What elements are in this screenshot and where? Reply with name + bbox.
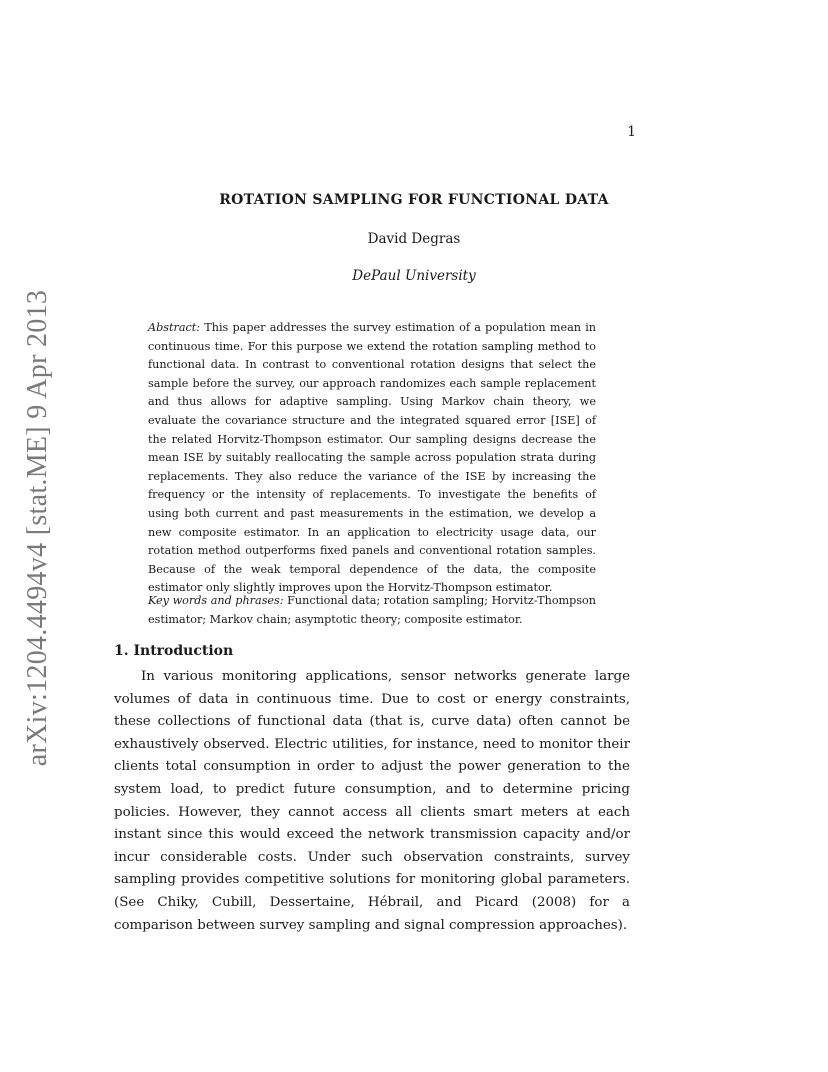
arxiv-identifier-stamp: arXiv:1204.4494v4 [stat.ME] 9 Apr 2013: [22, 289, 53, 767]
section-heading-introduction: 1. Introduction: [114, 643, 234, 659]
keywords-label: Key words and phrases:: [148, 594, 284, 607]
introduction-paragraph: In various monitoring applications, sensor networks generate large volumes of data in continuous time. Due to cost or energy constraints, these collections of functional data (that is, curve data) often cannot be exhaustively observed. Electric utilities, for instance, need to monitor their clients total consumption in order to adjust the power generation to the system load, to predict future consumption, and to determine pricing policies. However, they cannot access all clients smart meters at each instant since this would exceed the network transmission capacity and/or incur considerable costs. Under such observation constraints, survey sampling provides competitive solutions for monitoring global parameters. (See Chiky, Cubill, Dessertaine, Hébrail, and Picard (2008) for a comparison between survey sampling and signal compression approaches).: [114, 669, 630, 933]
abstract-label: Abstract:: [148, 321, 201, 334]
keywords-text: Functional data; rotation sampling; Horvitz-Thompson estimator; Markov chain; asymptotic theory; composite estimator.: [148, 594, 597, 626]
paper-title: ROTATION SAMPLING FOR FUNCTIONAL DATA: [219, 192, 609, 208]
author-affiliation: DePaul University: [352, 268, 476, 284]
author-name: David Degras: [367, 231, 461, 247]
abstract: [148, 319, 596, 598]
abstract-text: This paper addresses the survey estimation of a population mean in continuous time. For this purpose we extend the rotation sampling method to functional data. In contrast to conventional rotation designs that select the sample before the survey, our approach randomizes each sample replacement and thus allows for adaptive sampling. Using Markov chain theory, we evaluate the covariance structure and the integrated squared error [ISE] of the related Horvitz-Thompson estimator. Our sampling designs decrease the mean ISE by suitably reallocating the sample across population strata during replacements. They also reduce the variance of the ISE by increasing the frequency or the intensity of replacements. To investigate the benefits of using both current and past measurements in the estimation, we develop a new composite estimator. In an application to electricity usage data, our rotation method outperforms fixed panels and conventional rotation samples. Because of the weak temporal dependence of the data, the composite estimator only slightly improves upon the Horvitz-Thompson estimator.: [148, 321, 596, 595]
keywords: [148, 592, 596, 629]
page-number: 1: [627, 124, 636, 140]
